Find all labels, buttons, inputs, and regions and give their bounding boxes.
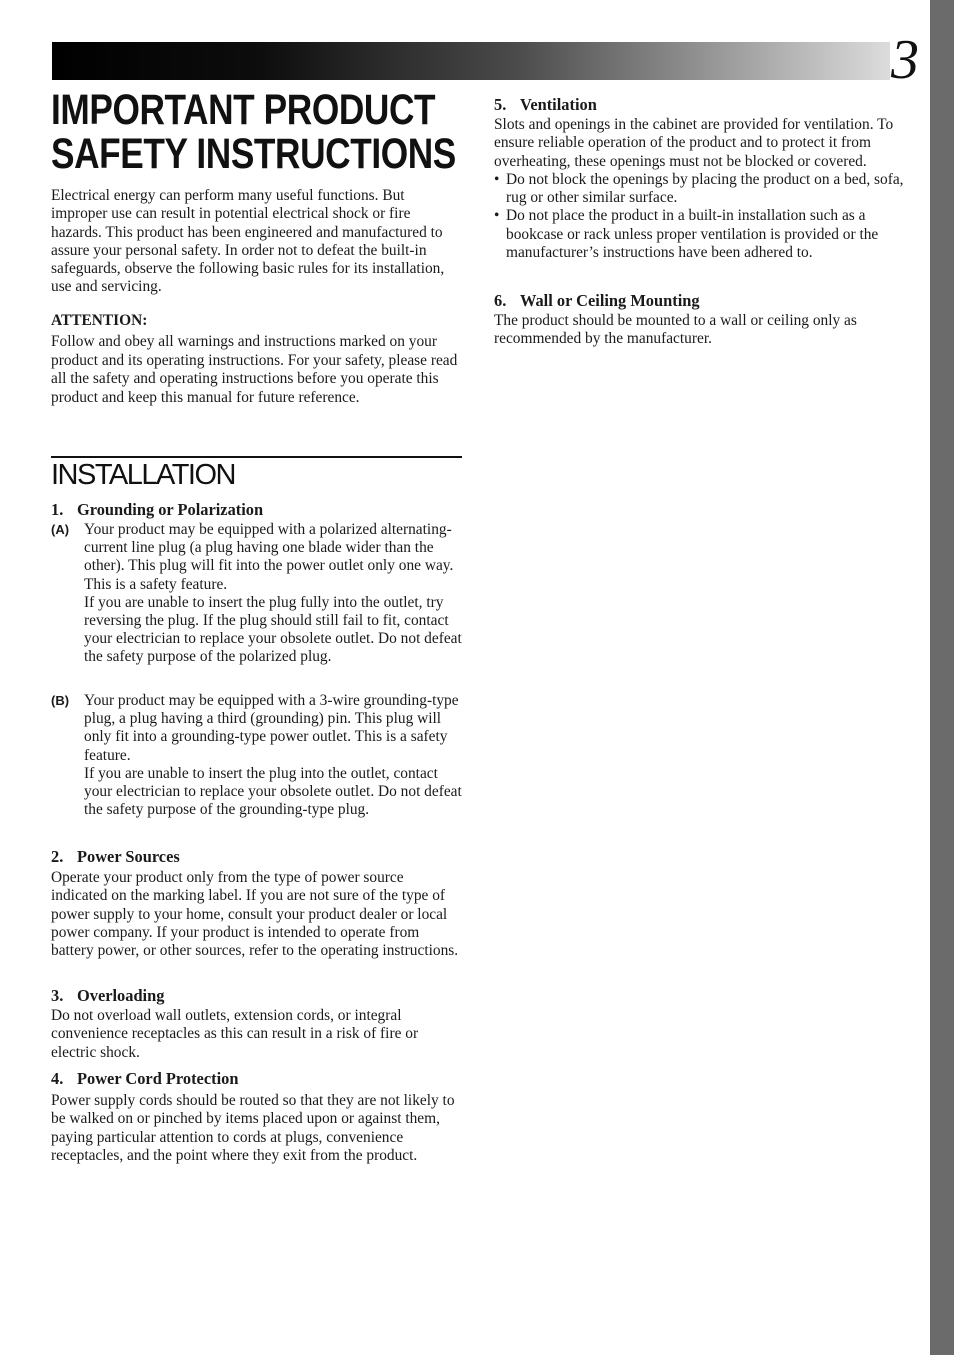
page-number: 3 [891,29,919,91]
section-number: 5. [494,95,507,114]
section-title: Overloading [77,986,165,1005]
attention-heading: ATTENTION: [51,312,148,329]
section-heading-ventilation [494,95,597,114]
section-title: Grounding or Polarization [77,500,264,519]
item-paragraph: Your product may be equipped with a polarized alternating-current line plug (a plug having one blade wider than the other). This plug will fit into the power outlet only one way. This is a safety feature. [84,521,454,593]
ventilation-bullet-list [494,171,906,262]
section-number: 1. [51,500,64,519]
page-title-line-1: IMPORTANT PRODUCT [51,86,436,134]
header-gradient-bar [52,42,890,80]
section-text-overloading: Do not overload wall outlets, extension cords, or integral convenience receptacles as this can result in a risk of fire or electric shock. [51,1007,419,1061]
item-paragraph: If you are unable to insert the plug into the outlet, contact your electrician to replace your obsolete outlet. Do not defeat the safety purpose of the grounding-type plug. [84,764,462,819]
page-title [51,86,456,178]
item-paragraph: If you are unable to insert the plug fully into the outlet, try reversing the plug. If the plug should still fail to fit, contact your electrician to replace your obsolete outlet. Do not defeat the safety purpose of the polarized plug. [84,593,462,666]
section-heading-overloading [51,986,164,1005]
section-title: Power Sources [77,847,180,866]
section-text-power-sources: Operate your product only from the type of power source indicated on the marking label. If you are not sure of the type of power supply to your home, consult your product dealer or local power company. If your product is intended to operate from battery power, or other sources, refer to the operating instructions. [51,869,459,960]
page-edge-band [930,0,954,1355]
section-heading-power-sources [51,847,180,866]
item-tag: (B) [51,693,70,708]
section-body-ventilation [494,116,906,262]
section-title: Wall or Ceiling Mounting [520,291,700,310]
section-text-power-cord-protection: Power supply cords should be routed so that they are not likely to be walked on or pinched by items placed upon or against them, paying particular attention to cords at plugs, convenience receptacles, and the point where they exit from the product. [51,1092,455,1164]
section-number: 3. [51,986,64,1005]
section-heading-grounding [51,500,263,519]
section-title: Ventilation [520,95,597,114]
bullet-item: • Do not block the openings by placing the product on a bed, sofa, rug or other similar surface. [494,171,906,208]
section-number: 6. [494,291,507,310]
grounding-item-a [51,521,462,667]
section-number: 4. [51,1069,64,1088]
item-paragraph: Your product may be equipped with a 3-wire grounding-type plug, a plug having a third (grounding) pin. This plug will only fit into a grounding-type power outlet. This is a safety feature. [84,692,459,764]
attention-text: Follow and obey all warnings and instructions marked on your product and its operating instructions. For your safety, please read all the safety and operating instructions before you operate this product and keep this manual for future reference. [51,333,458,406]
section-text-ventilation: Slots and openings in the cabinet are provided for ventilation. To ensure reliable operation of the product and to protect it from overheating, these openings must not be blocked or covered. [494,116,894,170]
section-heading-power-cord-protection [51,1069,238,1088]
item-tag: (A) [51,522,70,537]
intro-paragraph: Electrical energy can perform many useful functions. But improper use can result in potential electrical shock or fire hazards. This product has been engineered and manufactured to assure your personal safety. In order not to defeat the built-in safeguards, observe the following basic rules for its installation, use and servicing. [51,187,445,296]
page-title-line-2: SAFETY INSTRUCTIONS [51,130,456,178]
grounding-item-b [51,692,462,819]
section-title: Power Cord Protection [77,1069,239,1088]
section-heading-wall-ceiling-mounting [494,291,700,310]
section-number: 2. [51,847,64,866]
bullet-item: • Do not place the product in a built-in installation such as a bookcase or rack unless proper ventilation is provided or the manufacturer’s instructions have been adhered to. [494,207,906,262]
installation-title: INSTALLATION [51,459,235,491]
section-text-wall-ceiling-mounting: The product should be mounted to a wall or ceiling only as recommended by the manufacturer. [494,312,857,348]
